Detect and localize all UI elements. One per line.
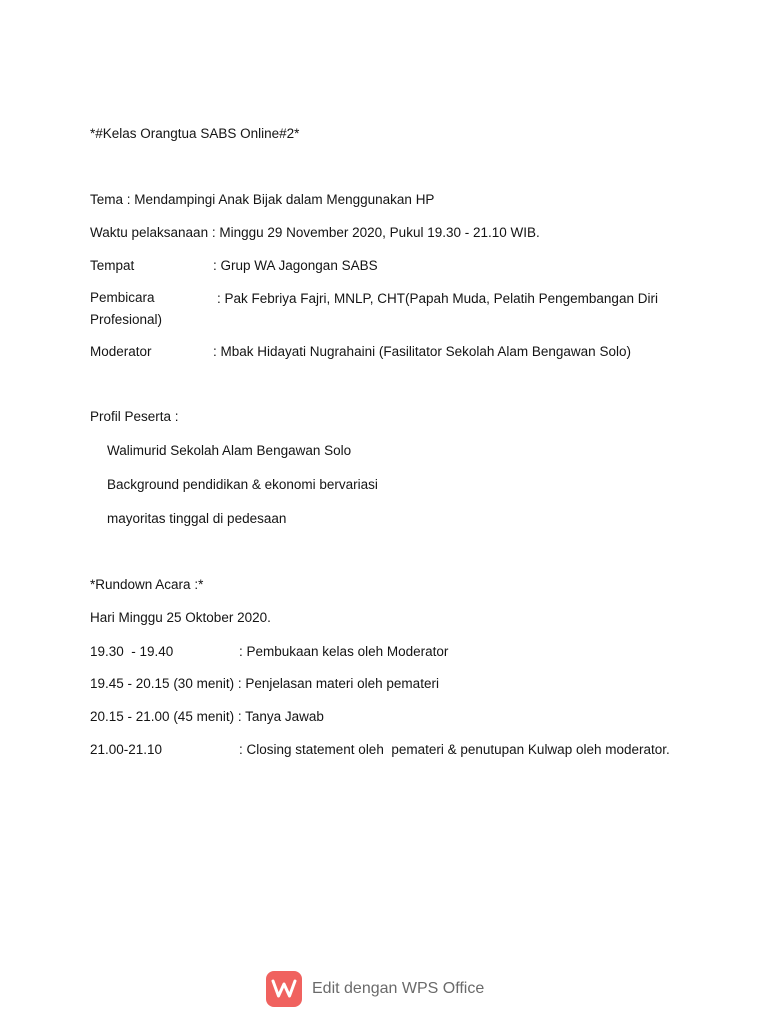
- moderator-label: Moderator: [90, 344, 152, 359]
- waktu-line: Waktu pelaksanaan : Minggu 29 November 2020, Pukul 19.30 - 21.10 WIB.: [90, 225, 540, 240]
- pembicara-value: : Pak Febriya Fajri, MNLP, CHT(Papah Muda, Pelatih Pengembangan Diri Profesional): [90, 291, 658, 327]
- pembicara-label: Pembicara: [90, 290, 155, 305]
- wps-edit-banner[interactable]: [266, 970, 484, 1008]
- rundown-row: 20.15 - 21.00 (45 menit) : Tanya Jawab: [90, 709, 324, 724]
- profil-item: Background pendidikan & ekonomi bervariasi: [107, 477, 378, 492]
- tempat-label: Tempat: [90, 258, 135, 273]
- tema-line: Tema : Mendampingi Anak Bijak dalam Menggunakan HP: [90, 192, 435, 207]
- rundown-day: Hari Minggu 25 Oktober 2020.: [90, 610, 271, 625]
- rundown-time: 19.30 - 19.40: [90, 644, 174, 659]
- rundown-row: 19.45 - 20.15 (30 menit) : Penjelasan materi oleh pemateri: [90, 676, 439, 691]
- rundown-desc: : Closing statement oleh pemateri & penutupan Kulwap oleh moderator.: [239, 742, 670, 757]
- tempat-value: : Grup WA Jagongan SABS: [213, 258, 378, 273]
- wps-logo-icon: [266, 971, 302, 1007]
- rundown-heading: *Rundown Acara :*: [90, 577, 204, 592]
- wps-w-glyph-icon: [271, 978, 297, 1000]
- rundown-time: 21.00-21.10: [90, 742, 163, 757]
- profil-item: mayoritas tinggal di pedesaan: [107, 511, 287, 526]
- wps-edit-text[interactable]: Edit dengan WPS Office: [312, 980, 485, 997]
- profil-item: Walimurid Sekolah Alam Bengawan Solo: [107, 443, 352, 458]
- rundown-desc: : Pembukaan kelas oleh Moderator: [239, 644, 449, 659]
- moderator-value: : Mbak Hidayati Nugrahaini (Fasilitator Sekolah Alam Bengawan Solo): [213, 344, 631, 359]
- document-title: *#Kelas Orangtua SABS Online#2*: [90, 126, 300, 141]
- pembicara-block: [90, 288, 680, 330]
- profil-heading: Profil Peserta :: [90, 409, 179, 424]
